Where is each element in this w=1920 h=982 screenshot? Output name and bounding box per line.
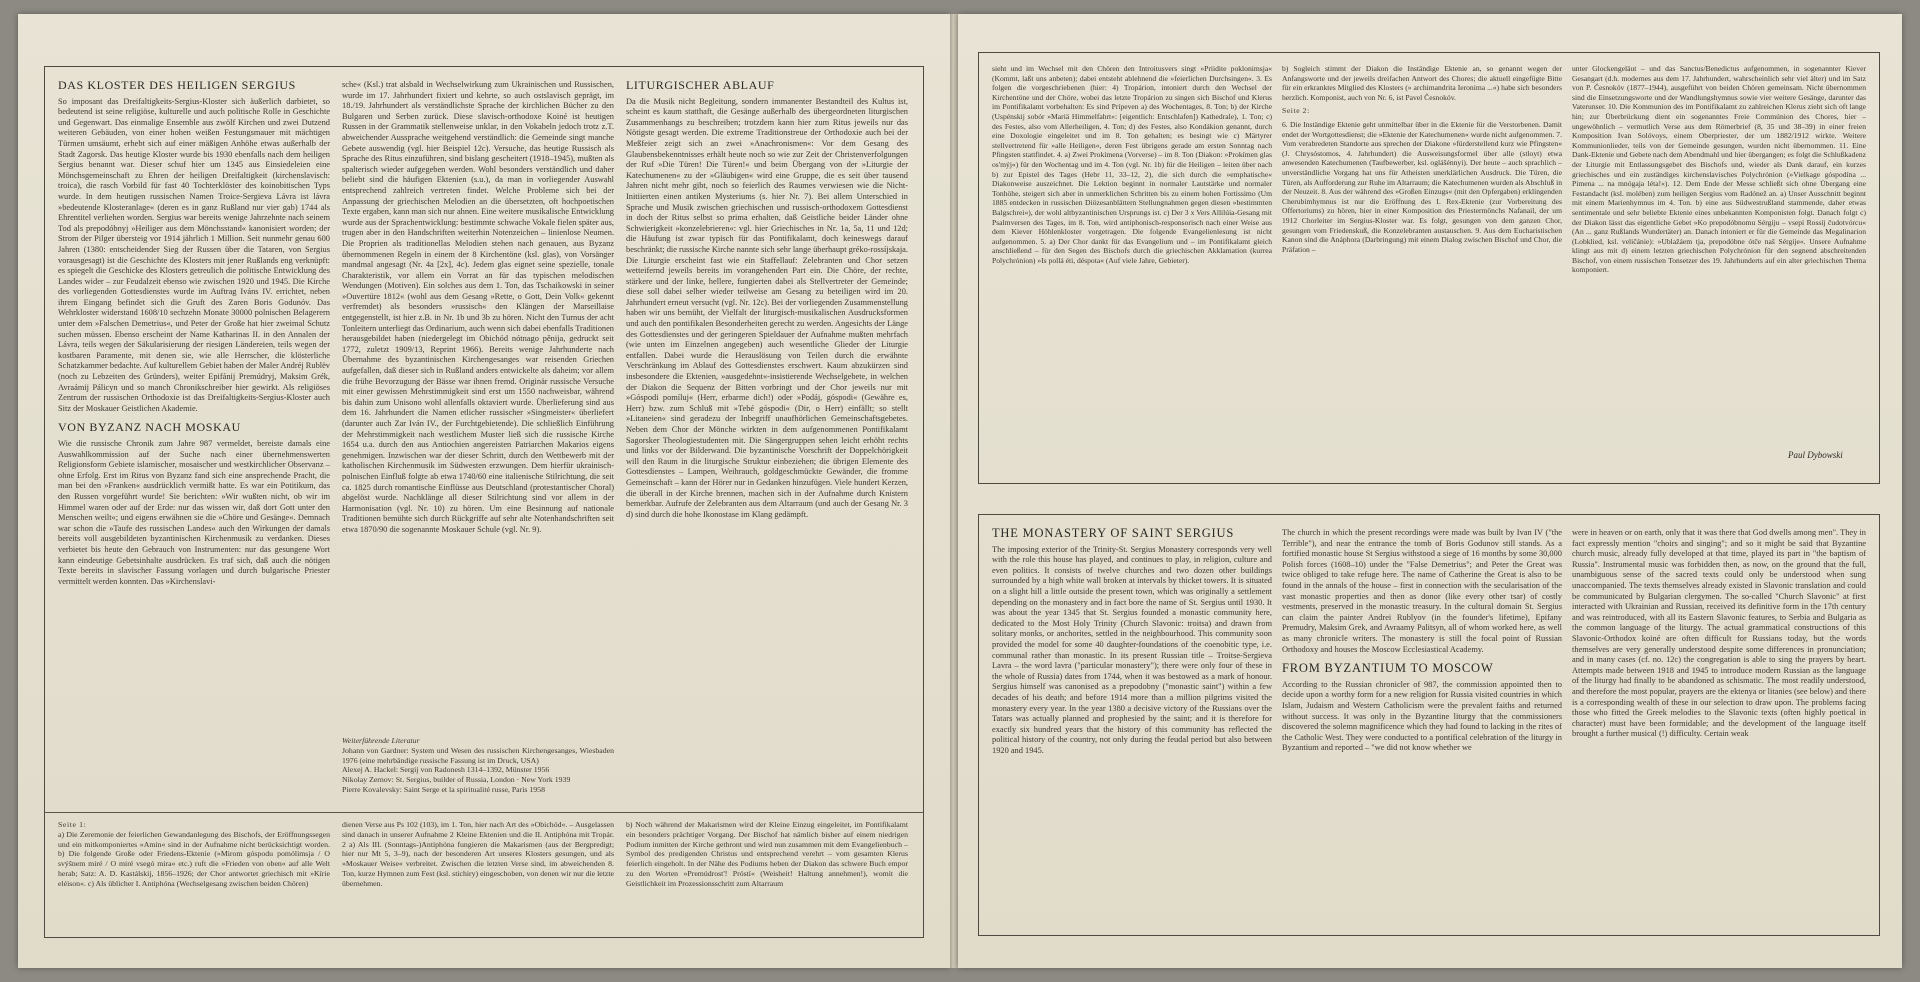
heading-byzanz: VON BYZANZ NACH MOSKAU bbox=[58, 420, 241, 435]
footnote-column-1 bbox=[58, 820, 330, 928]
footnote-text-2: dienen Verse aus Ps 102 (103), im 1. Ton, hier nach Art des »Obichód«. – Ausgelassen sind danach in unserer Aufnahme 2 Kleine Ektenien und die II. Antiphóna mit Tropár. 2 a) Als III. (Sonntags-)Antiphóna fungieren die Makarismen (aus der Bergpredigt; hier nur Mt 5, 3–9), nach der besonderen Art unseres Klosters gesungen, und als »Moskauer Weise« verbreitet. Zwischen die letzten Verse sind, im abweichenden 8. Ton, kurze Hymnen zum Fest (ksl. stichiry) eingeschoben, von denen wir nur die letzte übernehmen. bbox=[342, 820, 614, 888]
text-byzanz: Wie die russische Chronik zum Jahre 987 vermeldet, bereiste damals eine Auswahlkommission auf der Suche nach einer übernehmenswerten Religionsform Gebiete islamischer, mosaischer und westkirchlicher Observanz – ohne Erfolg. Erst im Ritus von Byzanz fand sich eine ansprechende Pracht, die man bei den »Franken« ausdrücklich vermißt hatte. Es war ein Potitikum, das den Russen vorgeführt wurde! Sie berichten: »Wir wußten nicht, ob wir im Himmel waren oder auf der Erde: nur das wissen wir, daß dort Gott unter den Menschen weilt«; und eigens erwähnen sie die »Chöre und Gesänge«. Demnach war schon die »Taufe des russischen Landes« auch den Wirkungen der damals bereits voll ausgebildeten byzantinischen Kirchenmusik zu verdanken. Dieses verbietet bis heute den Gebrauch von Instrumenten: nur das gesungene Wort kann eindeutige Gebetsinhalte ausdrücken. Es traf sich, daß auch die nötigen Texte bereits in slavischer Fassung vorlagen und durch bulgarische Priester vermittelt werden konnten. Das »Kirchenslavi- bbox=[58, 439, 330, 586]
further-reading-heading: Weiterführende Literatur bbox=[342, 736, 420, 745]
column-1 bbox=[58, 80, 330, 730]
left-page bbox=[18, 14, 950, 968]
footnote-divider bbox=[44, 812, 924, 813]
notes-text-2b: 6. Die Inständige Ektenie geht unmittelbar über in die Ektenie für die Verstorbenen. Damit endet der Wortgottesdienst; die »Ektenie der Katechumenen« wurde nicht aufgenommen. 7. Vom verabredeten Standorte aus sprechen der Diakone »fürderstellend kurz wie Pfingsten« (J. Chrysóstomos, 4. Jahrhundert) die Ausweisungsformel über alle (stloyt) etwa anwesenden Katechumenen (Taufbewerber, ksl. oglášénnyi). Der heute – auch sprachlich – unverständliche Vorgang hat uns für Atheisten unerklärlichen Ausdruck. Die Türen, die Türen, als Aufforderung zur Ruhe im Altarraum; die Katechumenen wurden als Abschluß in der Neuzeit. 8. Aus der während des »Großen Einzugs« (mit den Opfergaben) erklingenden Cherubimhymnus ist nur die Eröffnung des I. Rex-Ektenie (zur Vorbereitung des Offertoriums) zu hören, hier in einer Komposition des Priestermönchs Nafanail, der um 1912 Chorleiter im Sergius-Kloster war. Es folgt, gesungen von dem ganzen Chor, gesungen vom Friedenskuß, die Konzelebranten austauschen. 9. Aus dem Eucharistischen Kanon sind die Anáphora (Darbringung) mit einem Dialog zwischen Bischof und Chor, die Präfation – bbox=[1282, 119, 1562, 254]
notes-text-2a: b) Sogleich stimmt der Diakon die Inständige Ektenie an, so genannt wegen der Anfangsworte und der jeweils dreifachen Antwort des Chores; die aktuell eingefügte Bitte für ein erkranktes Mitglied des Klosters (» archimandrita Ieronima ...«) habe sich besonders herzlich. Komponist, auch von Nr. 6, ist Pavel Česnokóv. bbox=[1282, 64, 1562, 102]
text-liturgischer-ablauf: Da die Musik nicht Begleitung, sondern immanenter Bestandteil des Kultus ist, scheint es kaum statthaft, die Gesänge außerhalb des übergeordneten liturgischen Zusammenhangs zu beschreiben; trotzdem kann hier zum Ritus jeweils nur das Nötigste gesagt werden. Die extreme Traditionstreue der Orthodoxie auch bei der Meßfeier zeigt sich an zwei »Anachronismen«: Vor dem Gesang des Glaubensbekenntnisses erhält heute noch so wie zur Zeit der Christenverfolgungen der Ruf »Die Türen! Die Türen!« und beim Übergang von der »Liturgie der Katechumenen« zu der »Gläubigen« wird eine Gruppe, die es seit über tausend Jahren nicht mehr gibt, noch so feierlich des Raumes verwiesen wie die Nicht-Initiierten einen antiken Mysteriums (s. hier Nr. 7). Bei allem Unterschied in Sprache und Musik zwischen griechischen und russisch-orthodoxem Gottesdienst in doch der Ritus selbst so prima erhalten, daß Geistliche beider Länder ohne Schwierigkeit »konzelebrieren«: vgl. hier Griechisches in Nr. 1a, 5a, 11 und 12d; die Häufung ist zwar typisch für das Pontifikalamt, doch keineswegs darauf beschränkt; die russische Kirche nannte sich sehr lange überhaupt gréko-rossíjskaja. Die Liturgie erscheint fast wie ein Staffellauf: Zelebranten und Chor setzen wetteifernd jeweils bereits im vorangehenden Part ein. Die Chöre, der rechte, stärkere und der linke, hellere, fungierten dabei als Stellvertreter der Gemeinde; diese soll dabei selber wieder teilweise am Gesang zu beteiligen wird im 20. Jahrhundert erneut versucht (vgl. Nr. 12c). Bei der vorliegenden Zusammenstellung haben wir uns bemüht, der Vielfalt der liturgisch-musikalischen Ausdrucksformen und auch den pontifikalen Besonderheiten gerecht zu werden. Angesichts der Länge des Gottesdienstes und der geringeren Spieldauer der Aufnahme mußten mehrfach (wie unten im Einzelnen angegeben) auch wesentliche Glieder der Liturgie entfallen. Dabei wurde die Herauslösung von Teilen durch die erwähnte Verschränkung im Ablauf des Gottesdienstes erschwert. Kaum abzukürzen sind insbesondere die Ektenien, »ausgedehnt«-insistierende Wechselgebete, in welchen der Diakon die Sequenz der Bitten vorbringt und der Chor jeweils nur mit »Góspodi pomíluj« (Herr, erbarme dich!) oder »Podáj, góspodi« (Gewähre es, Herr) bzw. zum Schluß mit »Tebé góspodi« (Dir, o Herr) einfällt; so stellt »Litaneien« sind geradezu der Inbegriff unaufhörlichen Gemeinschaftsgebetes. Neben dem Chor der Mönche wirkten in dem aufgenommenen Pontifikalamt Sagorsker Theologiestudenten mit. Die Sängergruppen sehen leicht erhöht rechts und links vor der Bilderwand. Die byzantinische Vorschrift der Doppelchörigkeit will den Raum in die liturgische Struktur einbeziehen; die übrigen Elemente des Gottesdienstes – Lampen, Weihrauch, goldgeschmückte Gewänder, die fromme Gemeinschaft – kann der Hörer nur in Gedanken hinzufügen. Viele hundert Kerzen, die überall in der Kirche brennen, machen sich in der Aufnahme durch Knistern bemerkbar. Aufrufe der Zelebranten aus dem Altarraum (und auch der Gesang Nr. 3 d) sind durch die hohe Ikonostase im Klang gedämpft. bbox=[626, 96, 908, 519]
english-column-3 bbox=[1572, 528, 1866, 928]
further-reading-line-4: Pierre Kovalevsky: Saint Serge et la spiritualité russe, Paris 1958 bbox=[342, 784, 545, 794]
author-signature: Paul Dybowski bbox=[1788, 450, 1843, 460]
notes-label-seite-2: Seite 2: bbox=[1282, 106, 1310, 116]
english-column-2 bbox=[1282, 528, 1562, 928]
column-3 bbox=[626, 80, 908, 730]
text-byzantium-cont: were in heaven or on earth, only that it was there that God dwells among men". They in fact expressly mention "choirs and singing"; and so it might be said that Byzantine church music, already fully developed at that time, played its part in "the baptism of Russia". Instrumental music was forbidden then, as now, on the ground that the full, unambiguous sense of the sacred texts could only be understood when sung unaccompanied. The texts themselves already existed in Slavonic translation and could be communicated by Bulgarian clergymen. The so-called "Church Slavonic" at first interacted with Ukrainian and Russian, received its definitive form in the 17th century and was reintroduced, with all its Eastern Slavonic features, to Serbia and Bulgaria as the common language of the liturgy. The actual grammatical constructions of this Slavonic-Orthodox koiné are often difficult for Russians today, but the words themselves are very generally understood despite some differences in pronunciation; and in many cases (cf. no. 12c) the congregation is able to sing the prayers by heart. Attempts made between 1918 and 1945 to introduce modern Russian as the language of the liturgy had finally to be abandoned as schismatic. The most readily understood, and therefore the most popular, prayers are the ektenya or litanies (see below) and there is a corresponding wealth of these in our selection to draw upon. The problems facing those who fitted the Greek melodies to the Slavonic texts (often highly poetical in character) must have been formidable; and the development of the language itself brought a further musical (!) difficulty. Certain weak bbox=[1572, 528, 1866, 739]
notes-column-1 bbox=[992, 64, 1272, 472]
text-monastery: The imposing exterior of the Trinity-St. Sergius Monastery corresponds very well with the role this house has played, and continues to play, in religion, culture and even politics. It consists of twelve churches and two dozen other buildings surrounded by a high white wall broken at intervals by thicket towers. It is situated on a slight hill a little outside the present town, which was originally a settlement depending on the monastery and in fact bore the name of St. Sergius until 1930. It was about the year 1345 that St. Sergius founded a monastic community here, dedicated to the Most Holy Trinity (Church Slavonic: troitsa) and drawn from solitary monks, or anchorites, settled in the neighbourhood. This community soon provided the model for some 40 daughter-foundations of the coenobitic type, i.e. communal rather than monastic. In its present Russian title – Troitse-Sergieva Lavra – the word lavra ("particular monastery"); there were only four of these in the whole of Russia) dates from 1744, when it was bestowed as a mark of honour. Sergius himself was canonised as a prepodobny ("monastic saint") within a few decades of his death; and before 1914 more than a million pilgrims visited the monastery every year. In the year 1380 a decisive victory of the Russians over the Tatars was actually planned and prophesied by the saint; and it is therefore for exactly six hundred years that the history of this community has reflected the political history of the country, not only during the feudal period but also between 1920 and 1945. bbox=[992, 544, 1272, 755]
heading-monastery: THE MONASTERY OF SAINT SERGIUS bbox=[992, 528, 1235, 540]
right-page bbox=[958, 14, 1902, 968]
further-reading-line-2: Alexej A. Hackel: Sergij von Radonesh 1314–1392, Münster 1956 bbox=[342, 765, 550, 775]
english-column-1 bbox=[992, 528, 1272, 928]
further-reading-line-3: Nikolay Zernov: St. Sergius, builder of Russia, London · New York 1939 bbox=[342, 775, 571, 785]
heading-liturgischer-ablauf: LITURGISCHER ABLAUF bbox=[626, 80, 775, 92]
heading-byzantium: FROM BYZANTIUM TO MOSCOW bbox=[1282, 661, 1494, 676]
column-2 bbox=[342, 80, 614, 730]
text-kloster: So imposant das Dreifaltigkeits-Sergius-Kloster sich äußerlich darbietet, so bedeutend ist seine religiöse, kulturelle und auch politische Rolle in Geschichte und Gegenwart. Das einmalige Ensemble aus zwölf Kirchen und zwei Dutzend weiteren Gebäuden, von einer hohen weißen Festungsmauer mit mächtigen Türmen umsäumt, erhebt sich auf einer mäßigen Anhöhe etwas außerhalb der Stadt Zagorsk. Das heutige Kloster wurde bis 1930 ebenfalls nach dem heiligen Sergius benannt war. Dieser schuf hier um 1345 aus Einsiedeleien eine Mönchsgemeinschaft zu Ehren der heiligen Dreifaltigkeit (kirchenslavisch: troica), die rasch Vorbild für fast 40 Tochterklöster des koinobitischen Typs wurde. In dem heutigen russischen Namen Troice-Sergieva Lávra ist lávra »bedeutende Klosteranlage« (deren es in ganz Rußland nur vier gab) 1744 als Ehrentitel verliehen worden. Sergius war bereits wenige Jahrzehnte nach seinem Tod als prepodóbnyj »Heiliger aus dem Mönchsstand« kanonisiert worden; der Strom der Pilger übersteig vor 1914 jährlich 1 Million. Seit nunmehr genau 600 Jahren (1380: entscheidender Sieg der Russen über die Tataren, von Sergius vorausgesagt) ist die Geschichte des Klosters mit jener Rußlands eng verknüpft: es spiegelt die Geschicke des Klosters getreulich die politische Entwicklung des Landes wider – zur Feudalzeit ebenso wie zwischen 1920 und 1945. Die Kirche des vorliegenden Gottesdienstes wurde im Auftrag Iváns IV. errichtet, neben ihrem Eingang befindet sich die Gruft des Zaren Boris Godunóv. Das Wehrkloster widerstand 1608/10 sechzehn Monate 30000 polnischen Belagerern unter dem »Falschen Demetrius«, und Peter der Große hat hier zweimal Schutz suchen müssen. Ebenso erscheint der Name Katharinas II. in den Annalen der Lávra, teils wegen der Säkularisierung der riesigen Ländereien, teils wegen der kostbaren Paramente, mit denen sie, wie alle Herrscher, die klösterliche Schatzkammer bedachte. Auf kulturellem Gebiet haben der Maler Andréj Rublëv (noch zu Lebzeiten des Gründers), weiter Epifánij Premúdryj, Maksim Grék, Avraámij Pálicyn und so manch Chronikschreiber hier gewirkt. Als religiöses Zentrum der russischen Orthodoxie ist das Dreifaltigkeits-Sergius-Kloster auch Sitz der Moskauer Geistlichen Akademie. bbox=[58, 96, 330, 413]
notes-text-1: sieht und im Wechsel mit den Chören den Introitusvers singt »Priidite poklonimsja« (Kommt, laßt uns anbeten); dabei entsteht ablehnend die »feierlichen Durchsingen«. 3. Es folgen die vorgeschriebenen (hier: 4) Tropárion, intoniert durch den Wechsel der Kirchentöne und der Chöre, wobei das letzte Tropárion zu singen sich Bischof und Klerus im Pontifikalamt vorbehalten: Es sind Prípeven a) des Wochentages, 8. Ton; b) der Kirche (Uspénskij sobór »Mariä Himmelfahrt«: [eigentlich: Entschlafen]) Kathedrale), 1. Ton; c) des Festes, also vom Allerheiligen, 4. Ton; d) des Festes, also Kondákion genannt, durch eine Doxologie eingeleitet und im 8. Ton gehalten; es besingt wie c) Märtyrer stellvertretend für »alle Heiligen«, deren Fest übrigens gerade am ersten Sonntag nach Pfingsten stattfindet. 4. a) Zwei Prokímena (Vorverse) – im 8. Ton (Diakon: »Prokímen glas os'mýj«) für den Wochentag und im 4. Ton (vgl. Nr. 1b) für die Heiligen – leiten über nach b) zur Epistel des Tages (Hebr 11, 33–12, 2), die sich durch die »emphatische« Diakonweise auszeichnet. Die Lektion beginnt in normaler Lautstärke und normaler Tonhöhe, steigert sich aber in unmerklichen Schritten bis zu einem hohen Fortissimo (Um 1885 entdecken in russischen Diözesanblättern Stellungnahmen gegen diesen »bestimmten Balgschrei«), der wohl altbyzantinischen Ursprungs ist. c) Der 3 x Vers Allilúia-Gesang mit Psalmversen des Tages, im 8. Ton, wird antiphonisch-responsorisch nach einer Weise aus dem Kiever Höhlenkloster vorgetragen. Die folgende Evangelienlesung ist nicht aufgenommen. 5. a) Der Chor dankt für das Evangelium und – im Pontifikalamt gleich anschließend – für den Segen des Bischofs durch die griechischen Akklamation (kurrea Polychrónion) »Is pollá éti, déspota« (Auf viele Jahre, Gebieter). bbox=[992, 64, 1272, 265]
footnote-column-2 bbox=[342, 820, 614, 928]
footnote-text-1: a) Die Zeremonie der feierlichen Gewandanlegung des Bischofs, der Eröffnungssegen und ein mitkomponiertes »Amin« sind in der Aufnahme nicht berücksichtigt worden. b) Die folgende Große oder Friedens-Ektenie (»Mirom góspodu pomólimsja / O svýšnem miré / O miré vsegó mira« etc.) ruft die »Frieden von oben« auf alle Welt herab; Satz: A. D. Kastálskij, 1856–1926; der Chor antwortet griechisch mit »Kírie eléison«. c) Als üblicher I. Antiphóna (Wechselgesang zwischen beiden Chören) bbox=[58, 829, 330, 888]
heading-kloster: DAS KLOSTER DES HEILIGEN SERGIUS bbox=[58, 80, 296, 92]
notes-text-3: unter Glockengeläut – und das Sanctus/Benedictus aufgenommen, in sogenannter Kiever Gesangart (d.h. modernes aus dem 17. Jahrhundert, wahrscheinlich sehr viel älter) und im Satz von P. Česnokóv (1877–1944), ausgeführt von beiden Chören gemeinsam. Nicht übernommen sind die Einsetzungsworte und der Wandlungshymnus sowie vier weitere Gesänge, darunter das Vaterunser. 10. Die Kommunion des im Pontifikalamt zu zahlreichen Klerus zieht sich oft lange hin; zur Überbrückung dient ein sogenanntes Freie Commúnion des Chores, hier – ungewöhnlich – vermutlich Verse aus dem Römerbrief (8, 35 und 38–39) in einer freien Komposition Ivan Solóvoys, einem Oberpriester, der um 1882/1912 wirkte. Weitere Kommunionlieder, teils von der Gemeinde gesungen, wurden nicht übernommen. 11. Eine Dank-Ektenie und Gebete nach dem Abendmahl und hier übergangen; es folgt die Schlußkadenz der Liturgie mit Entlassungsgebet des Bischofs und, wieder als Dank darauf, ein kurzes griechisches und ein zuständiges kirchenslavisches Polychrónion (»Vielkage góspodína ... Pimena ... na mnógaja léta!«). 12. Dem Ende der Messe schließt sich ohne Übergang eine Festandacht (ksl. molében) zum heiligen Sergius vom Radónež an. a) Unser Ausschnitt beginnt mit einem Marienhymnus im 4. Ton. b) eine aus Südwestrußland stammende, daher etwas sentimentale und sehr beliebte Ektenie eines unbekannten Komponisten folgt. Danach folgt c) der Diakon lässt das eigentliche Gebet »Ko prepodóbnomu Sérgiju – vsepí Rossíj čudotvórcu« (An ... ganz Rußlands Wundertäter) an. Danach intoniert er für die Gemeinde das Megalinarion (Lobklied, ksl. veličánie): »Ublažáem tja, prepodóbne ótče naš Sérgije«. Unsere Aufnahme klingt aus mit d) einem letzten griechischen Polychrónion für den segnend abschreitenden Bischof, von einem russischen Tonsetzer des 19. Jahrhunderts auf ein alter griechischen Thema komponiert. bbox=[1572, 64, 1866, 275]
gatefold-spine bbox=[950, 14, 958, 968]
text-byzantium: According to the Russian chronicler of 987, the commission appointed then to decide upon a worthy form for a new religion for Russia visited countries in which Islam, Judaism and Western Catholicism were the prevalent faiths and returned without success. It was only in the Byzantine liturgy that the commissioners discovered the solemn magnificence which they had found to lacking in the rites of the Catholic West. They were conducted to a pontifical celebration of the liturgy in Byzantium and reported – "we did not know whether we bbox=[1282, 679, 1562, 753]
footnote-label: Seite 1: bbox=[58, 820, 87, 829]
notes-column-3 bbox=[1572, 64, 1866, 444]
footnote-column-3 bbox=[626, 820, 908, 928]
text-kirchenslavisch: sche« (Ksl.) trat alsbald in Wechselwirkung zum Ukrainischen und Russischen, wurde im 17. Jahrhundert fixiert und kehrte, so auch ostslavisch geprägt, im 18./19. Jahrhundert als verständlichste Sprache der kirchlichen Bücher zu den Bulgaren und Serben zurück. Diese slavisch-orthodoxe Koiné ist heutigen Russen in der Grammatik stellenweise unklar, in den Vokabeln jedoch trotz z.T. abweichender Aussprache weitgehend verständlich: die Gemeinde singt manche Gebete auswendig (vgl. hier Beispiel 12c). Versuche, das heutige Russisch als Sprache des Ritus einzuführen, sind bislang gescheitert (1918–1945), mußten als spalterisch wieder aufgegeben werden. Wohl besonders verständlich und daher beliebt sind die häufigen Ektenien (s.u.), da man in vorliegender Auswahl entsprechend zahlreich vertreten findet. Welche Probleme sich bei der Anpassung der griechischen Melodien an die übersetzten, oft hochpoetischen Texte ergaben, kann man sich nur ahnen. Eine weitere musikalische Entwicklung wurde aus der Sprachentwicklung: bestimmte schwache Vokale fielen später aus, trugen aber in den Handschriften weiterhin Notenzeichen – linienlose Neumen. Die Proprien als traditionellas Melodien stehen nach genauen, aus Byzanz übernommenen Regeln in einem der 8 Kirchentöne (ksl. glas), von Vorsänger mandmal angesagt (Nr. 4a [2x], 4c). Jedem glas eignet seine spezielle, tonale Charakteristik, vor allem ein Vorrat an für das typischen melodischen Wendungen (Motiven). Ein solches aus dem 1. Ton, das Tschaikowski in seiner »Ouvertüre 1812« (wohl aus dem Gesang »Rette, o Gott, Dein Volk« gekennt verfremdet) als besonders »russisch« den Klängen der Marseillaise entgegenstellt, ist hier z.B. in Nr. 1b und 3b zu hören. Nicht den Turnus der acht Tonleitern unterliegt das Ordinarium, auch wenn sich dabei ebenfalls Traditionen herausgebildet haben (niedergelegt im Obichód nótnago pěnija, gedruckt seit 1772, zuletzt 1909/13, Reprint 1966). Bereits wenige Jahrhunderte nach Übernahme des byzantinischen Kirchengesanges war reisenden Griechen aufgefallen, daß dieser sich in Rußland anders entwickelte als daheim; vor allem die frühe Bevorzugung der Bässe war ihnen fremd. Originär russische Versuche mit einer gewissen Mehrstimmigkeit sind erst um 1550 nachweisbar, während bis dahin zum Unisono wohl allenfalls oktaviert wurde. Überlieferung sind aus dem 16. Jahrhundert die Namen etlicher russischer »Singmeister« überliefert (darunter auch Zar Iván IV., der Furchtgebietende). Die schließlich Einführung der Mehrstimmigkeit nach westlichem Muster ließ sich die russische Kirche 1654 u.a. durch den aus Antiochien angereisten Patriarchen Makarios eigens genehmigen. Inzwischen war der dieser Schritt, durch den Wettbewerb mit der katholischen Kirchenmusik im Südwesten erzwungen. Dem hierfür ukrainisch-polnischen Einfluß folgte ab etwa 1740/60 eine italienische Stilrichtung, die seit ca. 1825 durch romantische Einflüsse aus Deutschland (protestantischer Choral) abgelöst wurde. Nachklänge all dieser Stilrichtung sind vor allem in der Harmonisation (vgl. Nr. 10) zu hören. Um eine Besinnung auf nationale Traditionen bemühte sich durch Rückgriffe auf sehr alte Notenhandschriften seit etwa 1870/90 die sogenannte Moskauer Schule (vgl. Nr. 9). bbox=[342, 80, 614, 534]
notes-column-2 bbox=[1282, 64, 1562, 472]
footnote-text-3: b) Noch während der Makarismen wird der Kleine Einzug eingeleitet, im Pontifikalamt ein besonders prächtiger Vorgang. Der Bischof hat nämlich bisher auf einem niedrigen Podium inmitten der Kirche gethront und wird nun zusammen mit dem Evangelienbuch – Symbol des predigenden Christus und entsprechend verehrt – vom gesamten Klerus feierlich eingeholt. In der Nähe des Podiums heben der Diakon das schwere Buch empor zu den Worten »Premúdrost'! Próstí« (Weisheit! Haltung annehmen!), womit die Geistlichkeit im Prozessionsschritt zum Altarraum bbox=[626, 820, 908, 888]
further-reading bbox=[342, 736, 614, 808]
further-reading-line-1: Johann von Gardner: System und Wesen des russischen Kirchengesanges, Wiesbaden 1976 (eine mehrbändige russische Fassung ist im Druck, USA) bbox=[342, 745, 614, 765]
text-monastery-cont: The church in which the present recordings were made was built by Ivan IV ("the Terrible"), and near the entrance the tomb of Boris Godunov still stands. As a fortified monastic house St Sergius withstood a siege of 16 months by some 30,000 Polish forces (1608–10) under the "False Demetrius"; and Peter the Great was twice obliged to take refuge here. The name of Catherine the Great is also to be found in the annals of the house – first in connection with the secularisation of the vast monastic properties and then as donor (like every other tsar) of costly vestments, preserved in the monastic treasury. In the cultural domain St. Sergius can claim the painter Andrei Rublyov (in the founder's lifetime), Epifany Premudry, Maksim Grek, and Avraamy Palitsyn, all of whom worked here, as well as many chronicle writers. The monastery is still the focal point of Russian Orthodoxy and houses the Moscow Ecclesiastical Academy. bbox=[1282, 528, 1562, 654]
